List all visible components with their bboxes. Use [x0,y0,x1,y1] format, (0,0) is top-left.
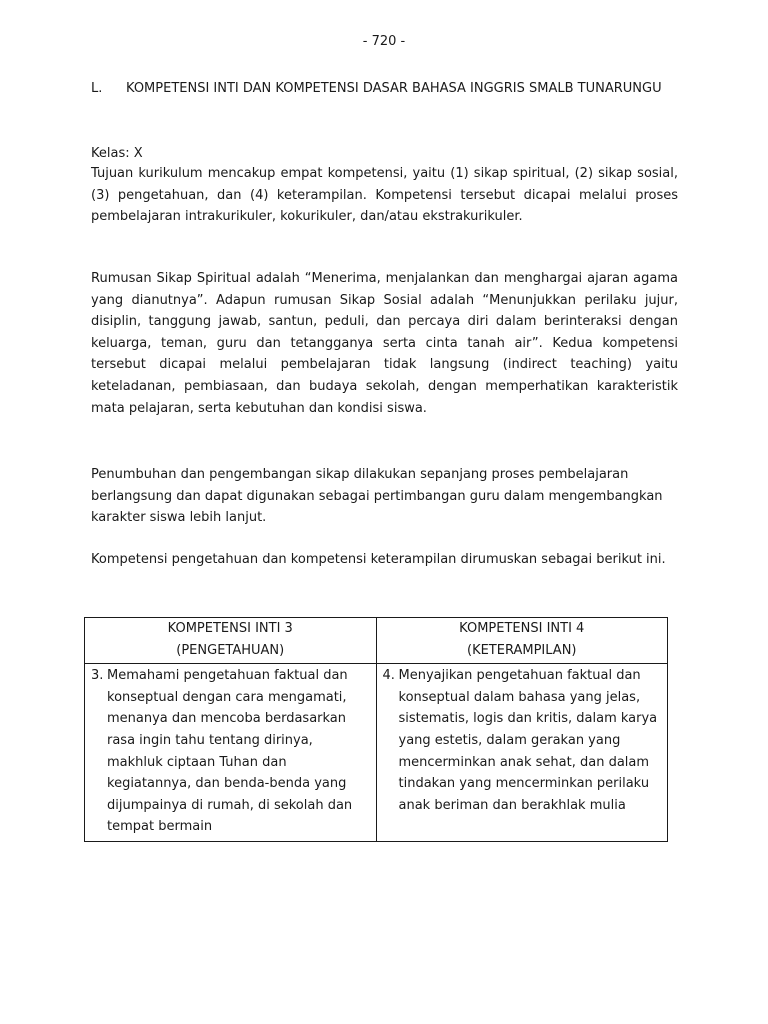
header-ki3-title: KOMPETENSI INTI 3 [167,621,293,636]
section-letter: L. [91,81,103,96]
section-title: KOMPETENSI INTI DAN KOMPETENSI DASAR BAHASA INGGRIS SMALB TUNARUNGU [126,81,662,96]
header-ki4 [376,618,668,664]
header-ki3-subtitle: (PENGETAHUAN) [176,642,285,658]
header-ki3 [85,618,377,664]
table-row [85,664,668,842]
item-text-ki4: Menyajikan pengetahuan faktual dan konseptual dalam bahasa yang jelas, sistematis, logis dan kritis, dalam karya yang estetis, dalam gerakan yang mencerminkan anak sehat, dan dalam tindakan yang mencerminkan perilaku anak beriman dan berakhlak mulia [398,668,658,813]
class-label: Kelas: X [91,146,143,161]
item-text-ki3: Memahami pengetahuan faktual dan konseptual dengan cara mengamati, menanya dan mencoba berdasarkan rasa ingin tahu tentang dirinya, makhluk ciptaan Tuhan dan kegiatannya, dan benda-benda yang dijumpainya di rumah, di sekolah dan tempat bermain [107,668,353,835]
table-header-row [85,618,668,664]
header-ki4-subtitle: (KETERAMPILAN) [467,642,577,658]
paragraph-rumusan-sikap: Rumusan Sikap Spiritual adalah “Menerima, menjalankan dan menghargai ajaran agama yang dianutnya”. Adapun rumusan Sikap Sosial adalah “Menunjukkan perilaku jujur, disiplin, tanggung jawab, santun, peduli, dan percaya diri dalam berinteraksi dengan keluarga, teman, guru dan tetangganya serta cinta tanah air”. Kedua kompetensi tersebut dicapai melalui pembelajaran tidak langsung (indirect teaching) yaitu keteladanan, pembiasaan, dan budaya sekolah, dengan memperhatikan karakteristik mata pelajaran, serta kebutuhan dan kondisi siswa. [91,271,678,416]
item-number-3: 3. [91,668,104,684]
header-ki4-title: KOMPETENSI INTI 4 [459,621,585,636]
section-heading [91,78,681,100]
paragraph-penumbuhan-sikap: Penumbuhan dan pengembangan sikap dilakukan sepanjang proses pembelajaran berlangsung dan dapat digunakan sebagai pertimbangan guru dalam mengembangkan karakter siswa lebih lanjut. [91,467,663,526]
paragraph-tujuan: Tujuan kurikulum mencakup empat kompetensi, yaitu (1) sikap spiritual, (2) sikap sosial, (3) pengetahuan, dan (4) keterampilan. Kompetensi tersebut dicapai melalui proses pembelajaran intrakurikuler, kokurikuler, dan/atau ekstrakurikuler. [91,166,678,225]
cell-ki3 [85,664,377,842]
cell-ki4 [376,664,668,842]
kompetensi-table [84,617,668,842]
paragraph-kompetensi-intro: Kompetensi pengetahuan dan kompetensi keterampilan dirumuskan sebagai berikut ini. [91,552,666,567]
item-number-4: 4. [382,668,395,684]
page-number: - 720 - [362,34,406,49]
